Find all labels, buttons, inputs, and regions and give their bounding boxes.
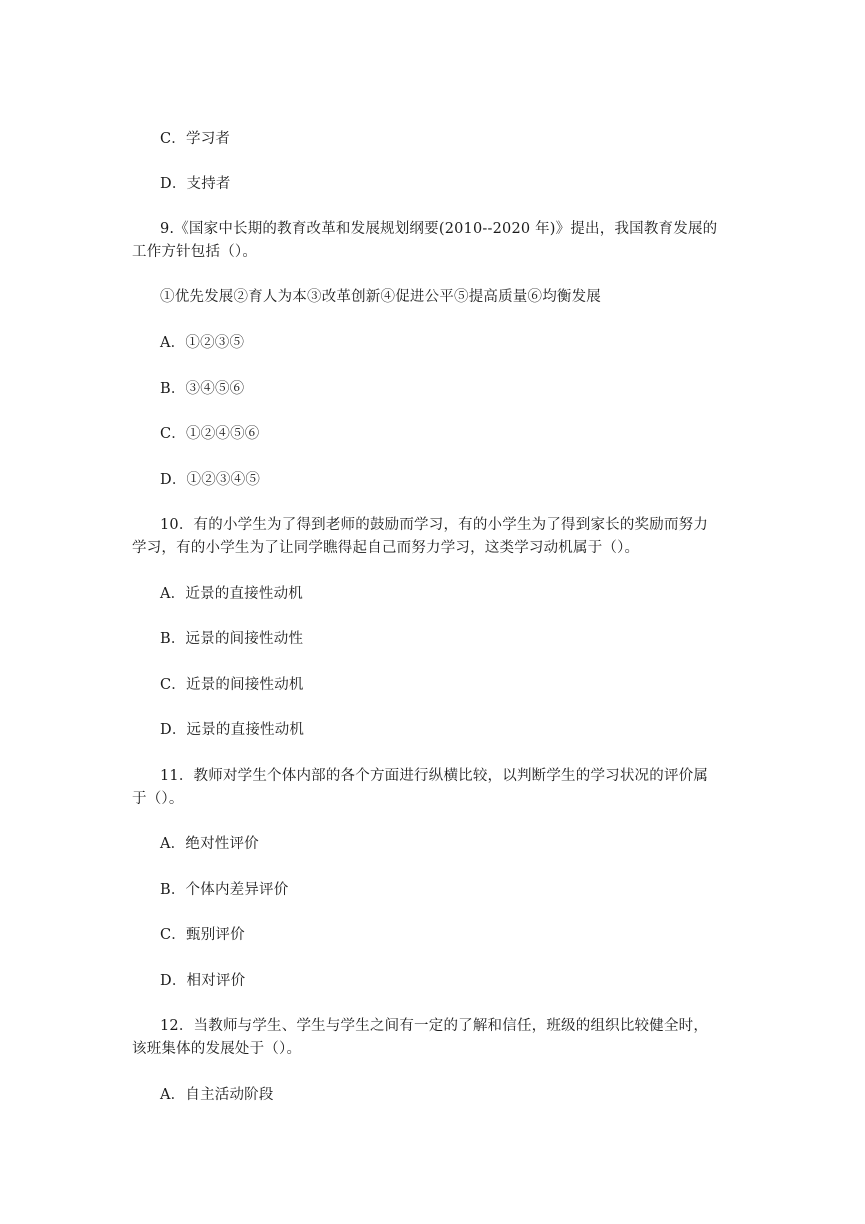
question-11-line-1: 11．教师对学生个体内部的各个方面进行纵横比较，以判断学生的学习状况的评价属 [160,768,709,784]
question-9-line-2: 工作方针包括（）。 [132,244,258,260]
option-a-q12: A．自主活动阶段 [160,1087,274,1103]
option-b-q10: B．远景的间接性动性 [160,631,304,647]
option-c-q11: C．甄别评价 [160,927,245,943]
option-d-q10: D．远景的直接性动机 [160,722,305,738]
question-12-line-2: 该班集体的发展处于（）。 [132,1041,302,1057]
question-10-line-2: 学习，有的小学生为了让同学瞧得起自己而努力学习，这类学习动机属于（）。 [132,540,640,556]
question-12-line-1: 12．当教师与学生、学生与学生之间有一定的了解和信任，班级的组织比较健全时， [160,1018,709,1034]
option-a-q11: A．绝对性评价 [160,836,259,852]
question-10-line-1: 10．有的小学生为了得到老师的鼓励而学习，有的小学生为了得到家长的奖励而努力 [160,517,709,533]
option-d-q8: D．支持者 [160,176,231,192]
question-9-line-1: 9.《国家中长期的教育改革和发展规划纲要(2010--2020 年)》提出，我国教育发展的 [160,221,718,237]
option-a-q9: A．①②③⑤ [160,335,245,351]
option-a-q10: A．近景的直接性动机 [160,586,303,602]
question-9-statements: ①优先发展②育人为本③改革创新④促进公平⑤提高质量⑥均衡发展 [160,289,601,305]
option-b-q11: B．个体内差异评价 [160,882,289,898]
option-d-q11: D．相对评价 [160,973,246,989]
option-d-q9: D．①②③④⑤ [160,472,261,488]
option-c-q8: C．学习者 [160,131,231,147]
option-b-q9: B．③④⑤⑥ [160,381,245,397]
question-11-line-2: 于（）。 [132,791,184,807]
option-c-q10: C．近景的间接性动机 [160,677,304,693]
option-c-q9: C．①②④⑤⑥ [160,426,260,442]
